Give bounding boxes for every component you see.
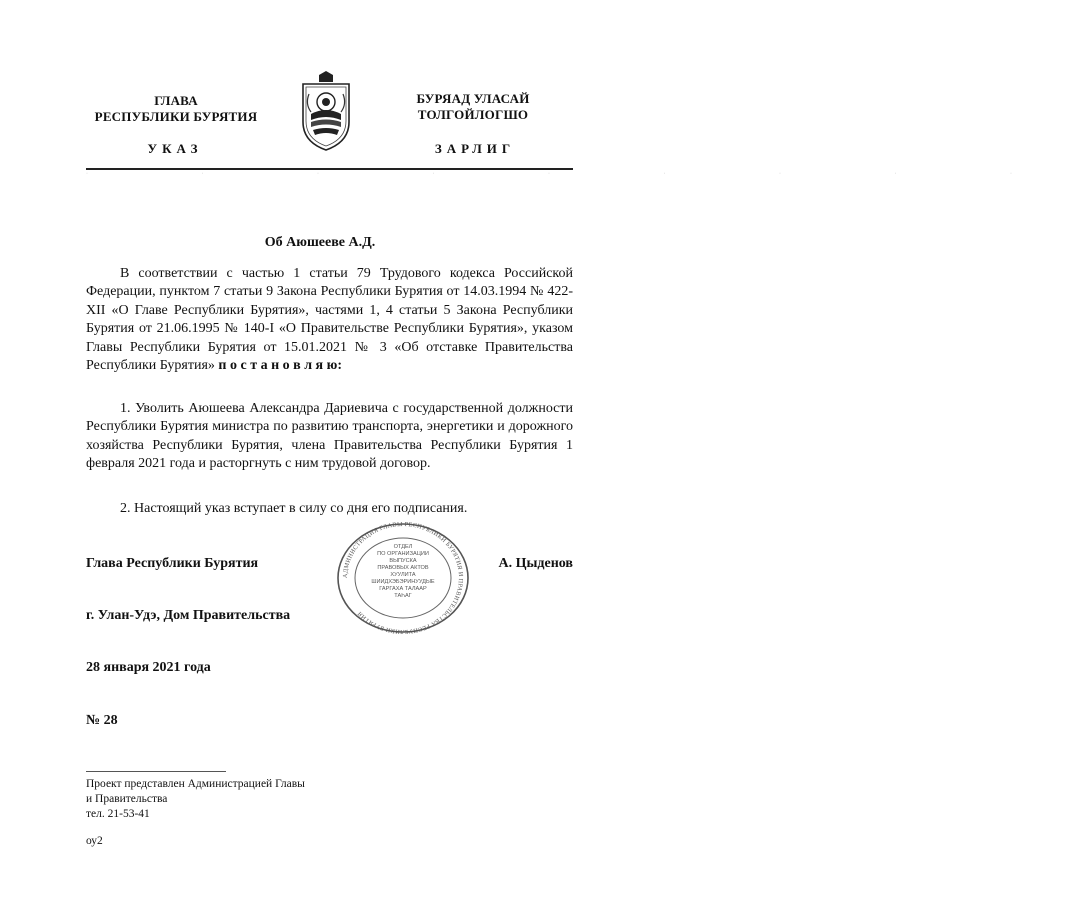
item-2-text: 2. Настоящий указ вступает в силу со дня его подписания. (120, 501, 468, 516)
header-left (86, 93, 266, 125)
stamp-ring-text: АДМИНИСТРАЦИЯ ГЛАВЫ РЕСПУБЛИКИ БУРЯТИЯ И ПРАВИТЕЛЬСТВА РЕСПУБЛИКИ БУРЯТИЯ (341, 522, 465, 634)
stamp-line2: ПО ОРГАНИЗАЦИИ (377, 551, 429, 557)
stamp-line8: ТАҺАГ (394, 593, 412, 599)
item-1-text: 1. Уволить Аюшеева Александра Дариевича с государственной должности Республики Бурятия министра по развитию транспорта, энергетики и дорожного хозяйства Республики Бурятия, члена Правительства Республики Бурятия 1 февраля 2021 года и расторгнуть с ним трудовой договор. (86, 401, 573, 472)
page-title: Об Аюшееве А.Д. (264, 235, 376, 250)
header-rule (86, 168, 573, 170)
signature-date: 28 января 2021 года (86, 660, 211, 675)
footer-line1: Проект представлен Администрацией Главы (86, 778, 305, 790)
stamp-line7: ГАРГАХА ТАЛААР (379, 586, 427, 592)
official-stamp (335, 522, 471, 634)
preamble (86, 265, 573, 375)
header-left-line1: ГЛАВА (154, 93, 198, 108)
signature-place: г. Улан-Удэ, Дом Правительства (86, 608, 291, 623)
coat-of-arms-icon (297, 70, 355, 152)
item-2 (86, 500, 573, 518)
header-right-line1: БУРЯАД УЛАСАЙ (416, 91, 530, 106)
footer-note (86, 777, 305, 822)
header-dotted-line: · · · · · · · · · (86, 171, 1068, 177)
signature-position: Глава Республики Бурятия (86, 556, 259, 571)
doc-type-left: УКАЗ (147, 141, 203, 156)
stamp-line3: ВЫПУСКА (389, 558, 417, 564)
header-right-line2: ТОЛГОЙЛОГШО (417, 107, 529, 122)
header-left-line2: РЕСПУБЛИКИ БУРЯТИЯ (94, 109, 258, 124)
stamp-line5: ХУУЛИТА (390, 572, 416, 578)
preamble-paragraph (86, 265, 573, 375)
stamp-line4: ПРАВОВЫХ АКТОВ (377, 565, 429, 571)
stamp-line6: ШИИДХЭБЭРИНУУДЫЕ (371, 579, 435, 585)
signature-name: А. Цыденов (498, 556, 573, 571)
footer-line3: тел. 21-53-41 (86, 808, 150, 820)
footer-code: оу2 (86, 835, 103, 847)
stamp-line1: ОТДЕЛ (393, 544, 413, 550)
decree-number: № 28 (86, 713, 118, 728)
item-1 (86, 400, 573, 474)
decree-word: п о с т а н о в л я ю: (218, 358, 342, 374)
footer-rule (86, 771, 226, 772)
doc-type-right: ЗАРЛИГ (434, 141, 516, 156)
header-right (380, 91, 566, 123)
stamp-center (355, 544, 451, 600)
footer-line2: и Правительства (86, 793, 168, 805)
preamble-text: В соответствии с частью 1 статьи 79 Трудового кодекса Российской Федерации, пунктом 7 статьи 9 Закона Республики Бурятия от 14.03.1994 № 422-XII «О Главе Республики Бурятия», частями 1, 4 статьи 5 Закона Республики Бурятия от 21.06.1995 № 140-I «О Правительстве Республики Бурятия», указом Главы Республики Бурятия от 15.01.2021 № 3 «Об отставке Правительства Республики Бурятия» (86, 266, 573, 374)
